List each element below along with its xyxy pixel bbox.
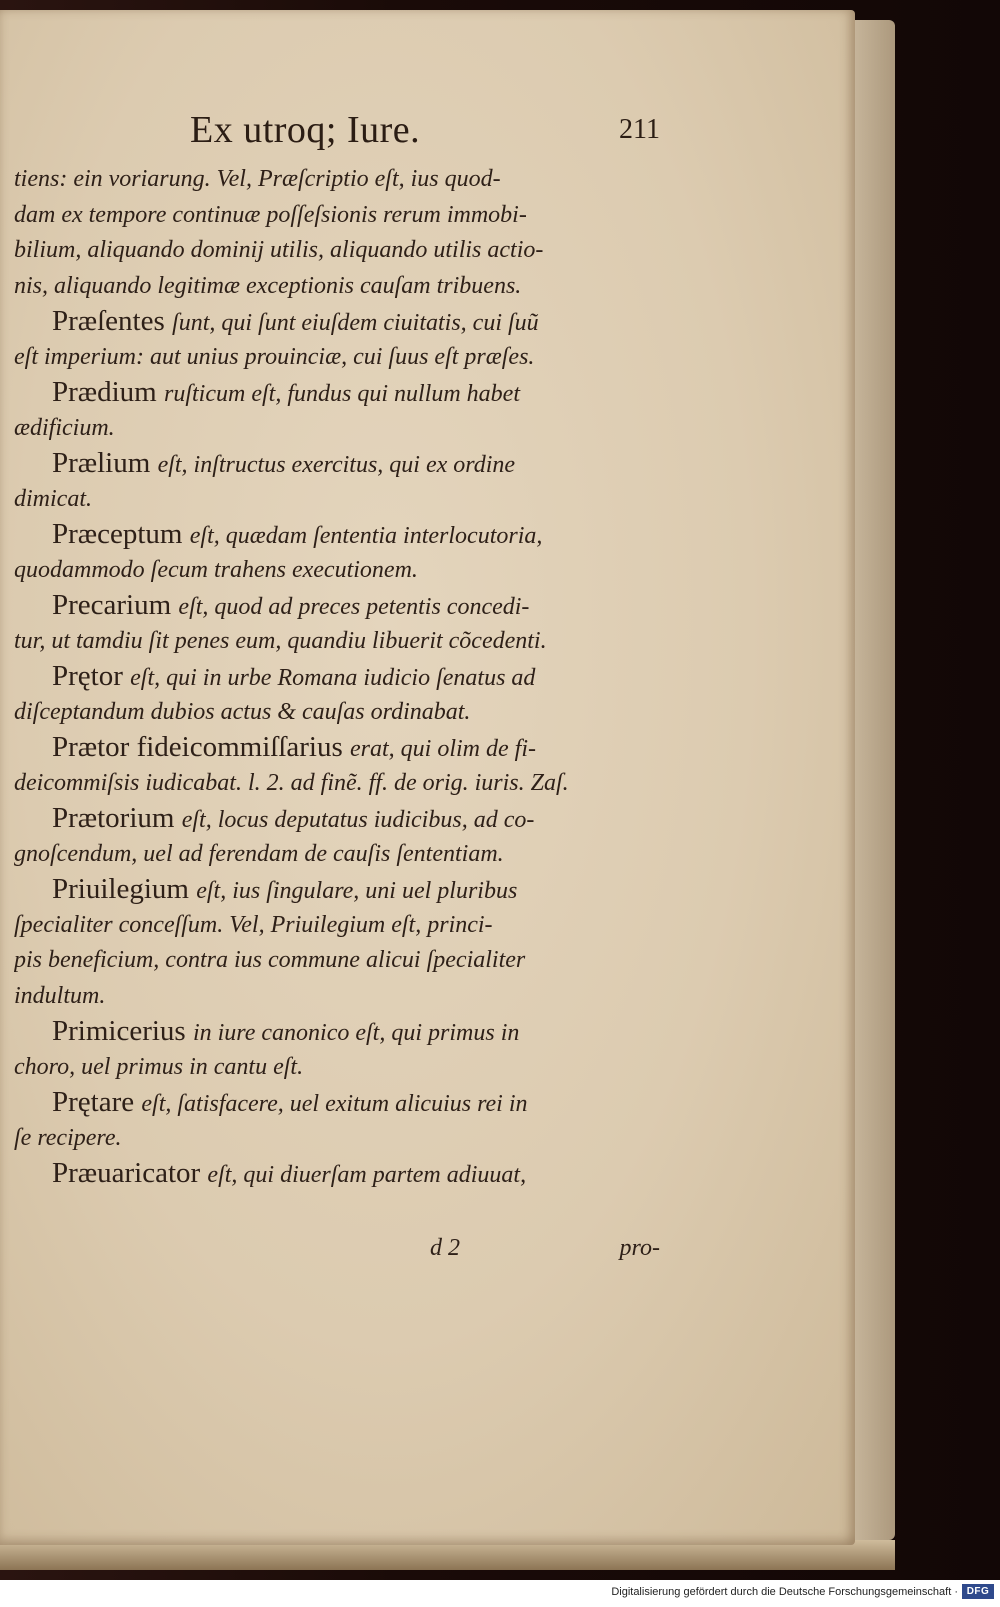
text-line	[14, 233, 654, 269]
page-edge	[855, 20, 895, 1540]
line-text: tiens: ein voriarung. Vel, Præſcriptio eſt, ius quod-	[14, 166, 501, 192]
entry-lemma: Præuaricator	[52, 1157, 208, 1189]
line-text: ruſticum eſt, fundus qui nullum habet	[164, 381, 520, 407]
entry-lemma: Precarium	[52, 589, 179, 621]
entry-lemma: Præſentes	[52, 305, 173, 337]
text-line	[14, 1014, 654, 1050]
text-line	[14, 588, 654, 624]
text-line	[14, 375, 654, 411]
line-text: in iure canonico eſt, qui primus in	[192, 1020, 520, 1046]
text-block	[14, 162, 654, 1192]
line-text: eſt, ſatisfacere, uel exitum alicuius rei in	[141, 1091, 528, 1117]
page-header	[190, 108, 660, 158]
text-line	[14, 517, 654, 553]
text-line	[14, 730, 654, 766]
line-text: eſt, quædam ſententia interlocutoria,	[189, 523, 543, 549]
footer-bar	[0, 1580, 1000, 1607]
line-text: dimicat.	[14, 485, 92, 512]
line-text: pis beneficium, contra ius commune alicui ſpecialiter	[14, 947, 526, 973]
line-text: quodammodo ſecum trahens executionem.	[14, 556, 418, 583]
line-text: bilium, aliquando dominij utilis, aliquando utilis actio-	[14, 237, 544, 263]
text-line	[14, 1050, 654, 1086]
text-line	[14, 446, 654, 482]
catchword: pro-	[619, 1235, 660, 1261]
text-line	[14, 1121, 654, 1157]
line-text: eſt imperium: aut unius prouinciæ, cui ſuus eſt præſes.	[14, 343, 535, 370]
text-line	[14, 837, 654, 873]
text-line	[14, 482, 654, 518]
line-text: deicommiſsis iudicabat. l. 2. ad finẽ. ff. de orig. iuris. Zaſ.	[14, 769, 569, 796]
text-line	[14, 1085, 654, 1121]
footer-credit: Digitalisierung gefördert durch die Deutsche Forschungsgemeinschaft ·	[611, 1586, 958, 1598]
text-line	[14, 872, 654, 908]
line-text: ædificium.	[14, 414, 115, 441]
entry-lemma: Prælium	[52, 447, 158, 479]
dfg-logo: DFG	[962, 1584, 994, 1599]
line-text: ſe recipere.	[14, 1124, 122, 1151]
text-line	[14, 340, 654, 376]
line-text: eſt, inſtructus exercitus, qui ex ordine	[157, 452, 516, 478]
text-line	[14, 411, 654, 447]
line-text: ſpecialiter conceſſum. Vel, Priuilegium eſt, princi-	[14, 911, 493, 938]
line-text: diſceptandum dubios actus & cauſas ordinabat.	[14, 698, 471, 725]
text-line	[14, 624, 654, 660]
book-page	[0, 10, 855, 1545]
running-head: Ex utroq; Iure.	[190, 109, 421, 151]
text-line	[14, 269, 654, 305]
line-text: tur, ut tamdiu ſit penes eum, quandiu libuerit cõcedenti.	[14, 627, 547, 654]
line-text: eſt, ius ſingulare, uni uel pluribus	[196, 878, 518, 904]
text-line	[14, 162, 654, 198]
line-text: indultum.	[14, 982, 106, 1009]
text-line	[14, 908, 654, 944]
line-text: choro, uel primus in cantu eſt.	[14, 1053, 304, 1080]
signature-mark: d 2	[430, 1235, 460, 1261]
line-text: eſt, qui in urbe Romana iudicio ſenatus ad	[130, 665, 536, 691]
line-text: eſt, qui diuerſam partem adiuuat,	[207, 1162, 527, 1188]
entry-lemma: Prętare	[52, 1086, 142, 1118]
text-line	[14, 659, 654, 695]
line-text: gnoſcendum, uel ad ferendam de cauſis ſententiam.	[14, 840, 504, 867]
entry-lemma: Prętor	[52, 660, 131, 692]
text-line	[14, 1156, 654, 1192]
entry-lemma: Prædium	[52, 376, 164, 408]
line-text: dam ex tempore continuæ poſſeſsionis rerum immobi-	[14, 201, 527, 228]
line-text: nis, aliquando legitimæ exceptionis cauſam tribuens.	[14, 272, 522, 299]
line-text: ſunt, qui ſunt eiuſdem ciuitatis, cui ſuũ	[172, 310, 539, 336]
text-line	[14, 979, 654, 1015]
text-line	[14, 695, 654, 731]
line-text: eſt, quod ad preces petentis concedi-	[178, 594, 530, 620]
text-line	[14, 766, 654, 802]
text-line	[14, 304, 654, 340]
text-line	[14, 943, 654, 979]
line-text: erat, qui olim de fi-	[350, 736, 536, 762]
folio-number: 211	[619, 114, 660, 145]
entry-lemma: Prætor fideicommiſſarius	[52, 731, 351, 763]
entry-lemma: Primicerius	[52, 1015, 193, 1047]
entry-lemma: Priuilegium	[52, 873, 197, 905]
text-line	[14, 801, 654, 837]
text-line	[14, 198, 654, 234]
entry-lemma: Præceptum	[52, 518, 190, 550]
line-text: eſt, locus deputatus iudicibus, ad co-	[181, 807, 535, 833]
text-line	[14, 553, 654, 589]
entry-lemma: Prætorium	[52, 802, 182, 834]
